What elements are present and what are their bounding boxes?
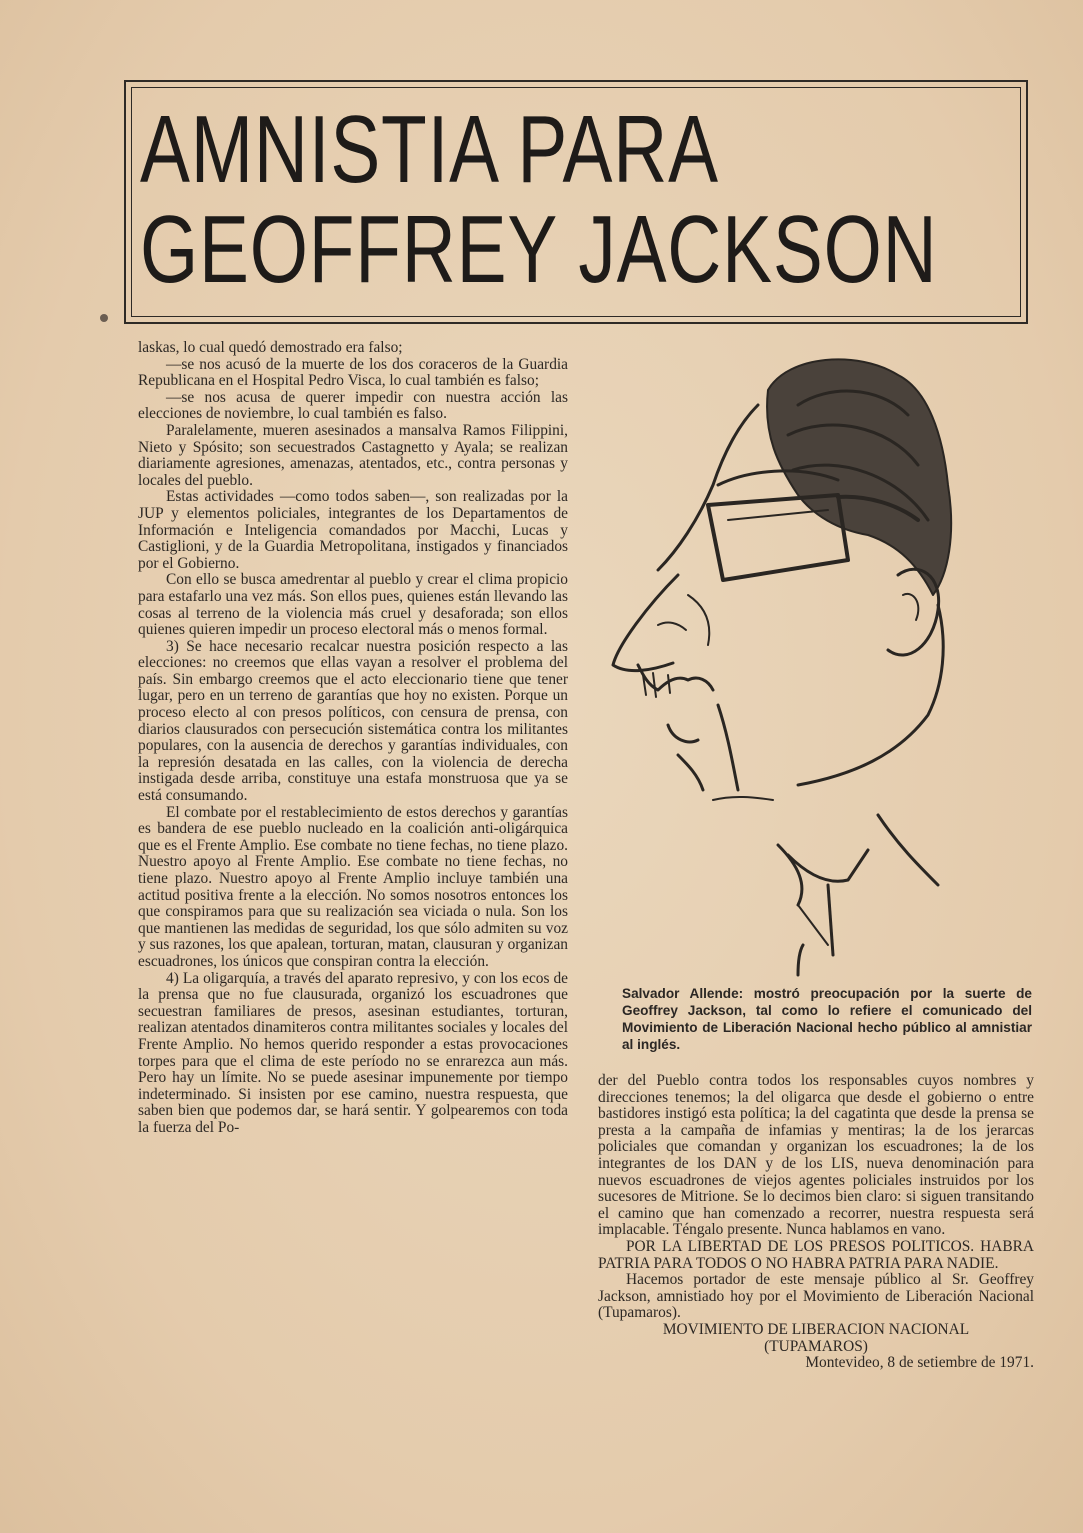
right-column: [598, 1073, 1034, 1372]
caricature-portrait-icon: [598, 345, 1038, 985]
paragraph: 3) Se hace necesario recalcar nuestra posición respecto a las elecciones: no creemos que ellas vayan a resolver el problema del país. Sin embargo creemos que el acto eleccionario tiene que tener lugar, pero en un terreno de garantías que hoy no existen. Porque un proceso electo al con presos políticos, con censura de prensa, con diarios clausurados con persecución sistemática contra los militantes populares, con la ausencia de derechos y garantías individuales, con la represión desatada en las calles, con la violencia de derecha instigada desde arriba, constituye una estafa monstruosa que ya se está consumando.: [138, 637, 568, 805]
paragraph: —se nos acusó de la muerte de los dos coraceros de la Guardia Republicana en el Hospital Pedro Visca, lo cual también es falso;: [138, 355, 568, 390]
paragraph: laskas, lo cual quedó demostrado era falso;: [138, 339, 403, 356]
paragraph: 4) La oligarquía, a través del aparato represivo, y con los ecos de la prensa que no fue clausurada, organizó los escuadrones que secuestran familiares de presos, asesinan estudiantes, torturan, realizan atentados dinamiteros contra militantes sociales y locales del Frente Amplio. No hemos querido responder a estas provocaciones torpes para que el clima de este período no se enrarezca aun más. Pero hay un límite. No se puede asesinar impunemente por tiempo indeterminado. Si insisten por ese camino, nuestra respuesta, que saben bien que podemos dar, se hará sentir. Y golpearemos con toda la fuerza del Po-: [138, 969, 568, 1136]
headline-line-1: AMNISTIA PARA: [140, 96, 719, 203]
signature-subtitle: (TUPAMAROS): [764, 1337, 868, 1355]
photo-caption: Salvador Allende: mostró preocupación por la suerte de Geoffrey Jackson, tal como lo refiere el comunicado del Movimiento de Liberación Nacional hecho público al amnistiar al inglés.: [622, 986, 1032, 1052]
paragraph: El combate por el restablecimiento de estos derechos y garantías es bandera de ese pueblo nucleado en la coalición anti-oligárquica que es el Frente Amplio. Ese combate no tiene fechas, no tiene plazo. Nuestro apoyo al Frente Amplio. Ese combate no tiene fechas, no tiene plazo. Nuestro apoyo al Frente Amplio incluye también una actitud positiva frente a la elección. No somos nosotros entonces los que conspiramos para que su realización sea viciada o nula. Son los que mantienen las medidas de seguridad, los que sólo admiten su voz y sus razones, los que apalean, torturan, matan, clausuran y organizan escuadrones, los únicos que conspiran contra la elección.: [138, 803, 568, 970]
paragraph: der del Pueblo contra todos los responsables cuyos nombres y direcciones tenemos; la del oligarca que desde el gobierno o entre bastidores instigó esta política; la del cagatinta que desde la prensa se presta a la campaña de infamias y mentiras; la de los jerarcas policiales que comandan y organizan los escuadrones; la de los integrantes de los DAN y de los LIS, nueva denominación para nuevos escuadrones de viejos agentes policiales instruidos por los sucesores de Mitrione. Se lo decimos bien claro: si siguen transitando el camino que han comenzado a recorrer, nuestra respuesta será implacable. Téngalo presente. Nunca hablamos en vano.: [598, 1072, 1034, 1239]
paragraph: Con ello se busca amedrentar al pueblo y crear el clima propicio para estafarlo una vez más. Son ellos pues, quienes están llevando las cosas al terreno de la violencia más cruel y desaforada; son ellos quienes quieren impedir un proceso electoral más o menos formal.: [138, 571, 568, 639]
paragraph: Estas actividades —como todos saben—, son realizadas por la JUP y elementos policiales, integrantes de los Departamentos de Información e Inteligencia comandados por Macchi, Lucas y Castiglioni, y de la Guardia Metropolitana, instigados y financiados por el Gobierno.: [138, 488, 568, 572]
left-column: [138, 340, 568, 1137]
paragraph: —se nos acusa de querer impedir con nuestra acción las elecciones de noviembre, lo cual también es falso.: [138, 388, 568, 423]
date-line: Montevideo, 8 de setiembre de 1971.: [805, 1354, 1034, 1372]
headline-line-2: GEOFFREY JACKSON: [140, 196, 938, 303]
page-hole: [100, 314, 108, 322]
signature-organization: MOVIMIENTO DE LIBERACION NACIONAL: [662, 1320, 970, 1338]
headline: [140, 96, 938, 303]
paragraph: Hacemos portador de este mensaje público al Sr. Geoffrey Jackson, amnistiado hoy por el Movimiento de Liberación Nacional (Tupamaros).: [598, 1271, 1034, 1322]
slogan: POR LA LIBERTAD DE LOS PRESOS POLITICOS. HABRA PATRIA PARA TODOS O NO HABRA PATRIA PARA NADIE.: [598, 1237, 1034, 1272]
paragraph: Paralelamente, mueren asesinados a mansalva Ramos Filippini, Nieto y Spósito; son secuestrados Castagnetto y Ayala; se realizan diariamente agresiones, amenazas, atentados, etc., contra personas y locales del pueblo.: [138, 421, 568, 489]
